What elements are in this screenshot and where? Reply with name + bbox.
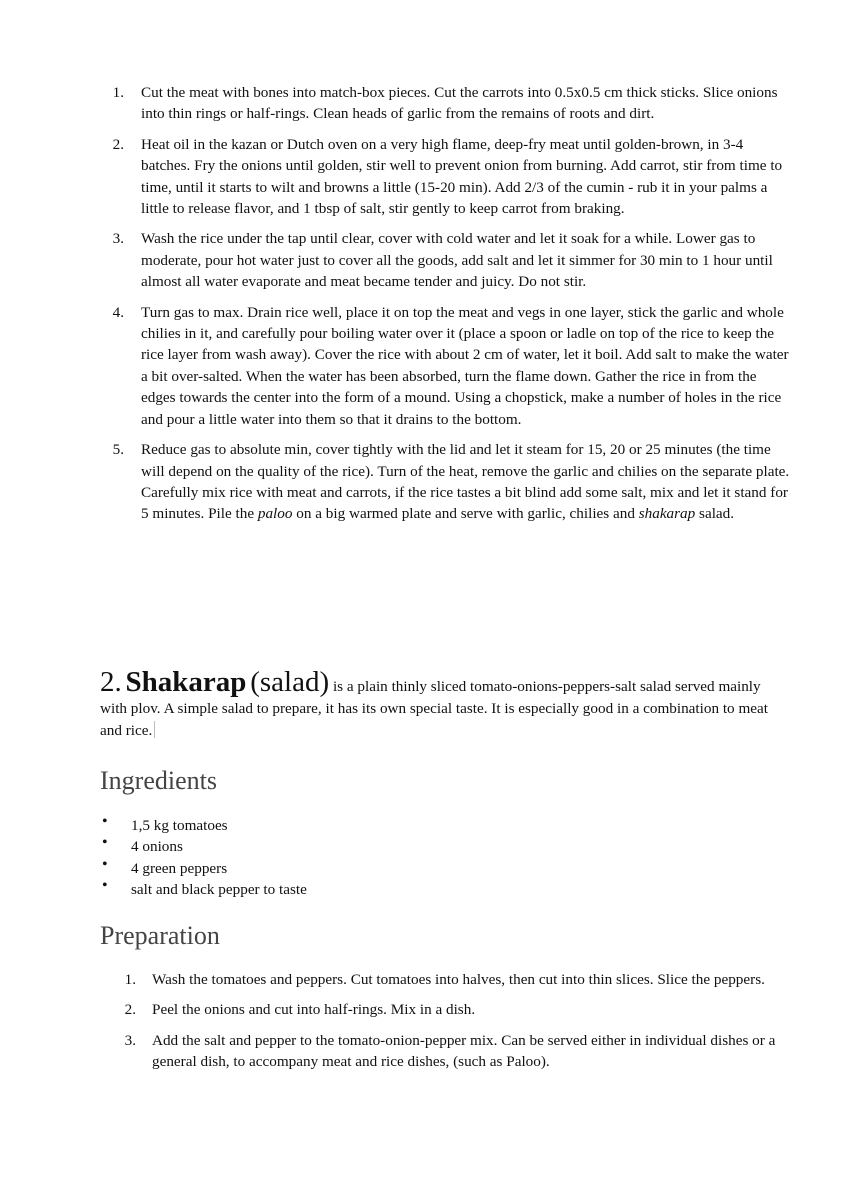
step-number: 3. <box>124 1031 136 1049</box>
step-text <box>141 441 789 522</box>
prep-step-2 <box>124 999 790 1020</box>
salad-section-intro <box>100 666 790 741</box>
step-number: 1. <box>112 84 124 101</box>
ingredient-text: 1,5 kg tomatoes <box>131 817 228 834</box>
bullet-icon: • <box>102 855 108 873</box>
plov-step-5 <box>110 439 790 525</box>
step-number: 3. <box>112 230 124 248</box>
step-text: Wash the tomatoes and peppers. Cut tomatoes into halves, then cut into thin slices. Slice the peppers. <box>152 971 765 988</box>
step-text: Cut the meat with bones into match-box pieces. Cut the carrots into 0.5x0.5 cm thick sticks. Slice onions into thin rings or half-rings. Clean heads of garlic from the remains of roots and dirt. <box>141 84 778 123</box>
ingredient-text: 4 green peppers <box>131 859 228 877</box>
step-text: Heat oil in the kazan or Dutch oven on a very high flame, deep-fry meat until golden-brown, in 3-4 batches. Fry the onions until golden, stir well to prevent onion from burning. Add carrot, stir from time to time, until it starts to wilt and browns a little (15-20 min). Add 2/3 of the cumin - rub it in your palms a little to release flavor, and 1 tbsp of salt, stir gently to keep carrot from braking. <box>141 135 783 218</box>
ingredient-item <box>100 815 307 836</box>
plov-steps-list <box>110 82 790 534</box>
bullet-icon: • <box>102 813 108 830</box>
ingredient-item <box>100 836 307 857</box>
step-number: 5. <box>112 441 124 459</box>
italic-term: shakarap <box>638 505 696 523</box>
step-text: Wash the rice under the tap until clear, cover with cold water and let it soak for a while. Lower gas to moderate, pour hot water just to cover all the goods, add salt and let it simmer for 30 min to 1 hour until almost all water evaporate and meat became tender and juicy. Do not stir. <box>141 230 773 291</box>
prep-step-3 <box>124 1030 790 1073</box>
plov-step-3 <box>110 228 790 292</box>
bullet-icon: • <box>102 877 108 895</box>
preparation-steps-list <box>124 969 790 1082</box>
step-number: 1. <box>124 971 136 988</box>
step-text: Peel the onions and cut into half-rings. Mix in a dish. <box>152 1001 476 1019</box>
plov-step-2 <box>110 134 790 220</box>
salad-name: Shakarap <box>125 666 247 698</box>
step-number: 2. <box>124 1001 136 1019</box>
ingredient-text: salt and black pepper to taste <box>131 881 307 899</box>
ingredients-list <box>100 815 307 901</box>
plov-step-4 <box>110 302 790 430</box>
section-number: 2. <box>100 666 122 698</box>
step-text: Turn gas to max. Drain rice well, place it on top the meat and vegs in one layer, stick the garlic and whole chilies in it, and carefully pour boiling water over it (place a spoon or ladle on top of the rice to keep the rice layer from wash away). Cover the rice with about 2 cm of water, let it boil. Add salt to make the water a bit over-salted. When the water has been absorbed, turn the flame down. Gather the rice in from the edges towards the center into the form of a mound. Using a chopstick, make a number of holes in the rice and pour a little water into them so that it drains to the bottom. <box>141 303 789 428</box>
step-number: 4. <box>112 303 124 321</box>
salad-subtitle: (salad) <box>250 666 330 698</box>
step-text: Add the salt and pepper to the tomato-onion-pepper mix. Can be served either in individual dishes or a general dish, to accompany meat and rice dishes, (such as Paloo). <box>152 1031 776 1071</box>
prep-step-1 <box>124 969 790 990</box>
ingredients-heading: Ingredients <box>100 766 217 795</box>
bullet-icon: • <box>102 834 108 852</box>
ingredient-item <box>100 879 307 900</box>
step-number: 2. <box>112 135 124 153</box>
ingredient-item <box>100 855 307 879</box>
plov-step-1 <box>110 82 790 125</box>
italic-term: paloo <box>257 505 293 523</box>
salad-description: is a plain thinly sliced tomato-onions-peppers-salt salad served mainly with plov. A simple salad to prepare, it has its own special taste. It is especially good in a combination to meat and rice. <box>100 678 768 739</box>
preparation-heading: Preparation <box>100 921 220 950</box>
step-text-part: on a big warmed plate and serve with garlic, chilies and <box>292 505 639 523</box>
text-cursor <box>154 721 155 738</box>
ingredient-text: 4 onions <box>131 838 183 856</box>
step-text-part: salad. <box>695 505 735 523</box>
step-text-part: Reduce gas to absolute min, cover tightly with the lid and let it steam for 15, 20 or 25 minutes (the time will depend on the quality of the rice). Turn of the heat, remove the garlic and chilies on the separate plate. Carefully mix rice with meat and carrots, if the rice tastes a bit blind add some salt, mix and let it stand for 5 minutes. Pile the <box>141 441 790 523</box>
